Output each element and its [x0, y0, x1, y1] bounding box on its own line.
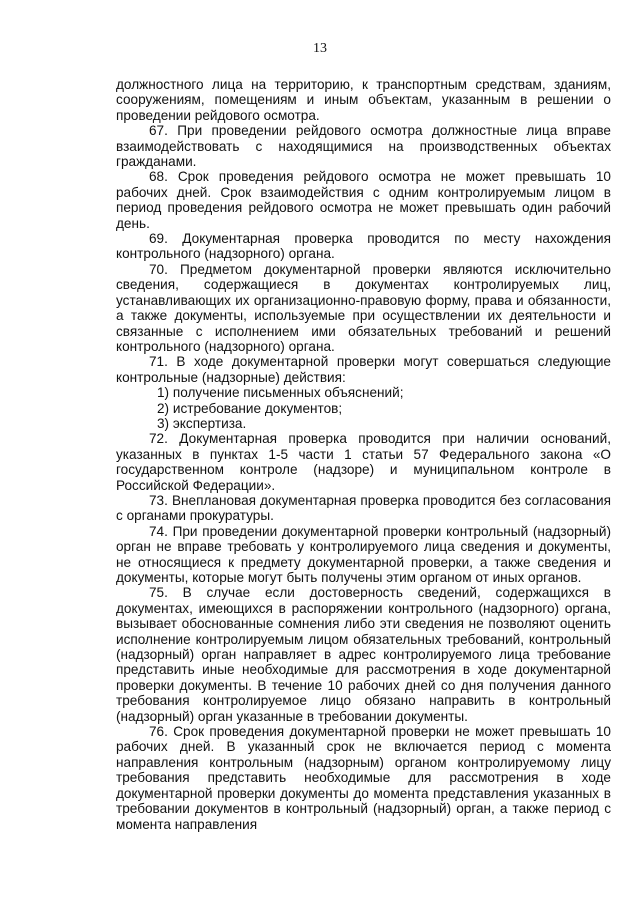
list-item-3: 3) экспертиза.	[157, 415, 247, 431]
paragraph-75: 75. В случае если достоверность сведений, содержащихся в документах, имеющихся в распоряжении контрольного (надзорного) органа, вызывает обоснованные сомнения либо эти сведения не позволяют оценить исполнение контролируемым лицом обязательных требований, контрольный (надзорный) орган направляет в адрес контролируемого лица требование представить иные необходимые для рассмотрения в ходе документарной проверки документы. В течение 10 рабочих дней со дня получения данного требования контролируемое лицо обязано направить в контрольный (надзорный) орган указанные в требовании документы.	[116, 585, 611, 724]
paragraph-74: 74. При проведении документарной проверки контрольный (надзорный) орган не вправе требовать у контролируемого лица сведения и документы, не относящиеся к предмету документарной проверки, а также сведения и документы, которые могут быть получены этим органом от иных органов.	[116, 523, 611, 585]
paragraph-76: 76. Срок проведения документарной проверки не может превышать 10 рабочих дней. В указанный срок не включается период с момента направления контрольным (надзорным) органом контролируемому лицу требования представить необходимые для рассмотрения в ходе документарной проверки документы до момента представления указанных в требовании документов в контрольный (надзорный) орган, а также период с момента направления	[116, 724, 611, 832]
paragraph-70: 70. Предметом документарной проверки являются исключительно сведения, содержащиеся в документах контролируемых лиц, устанавливающих их организационно-правовую форму, права и обязанности, а также документы, используемые при осуществлении их деятельности и связанные с исполнением ими обязательных требований и решений контрольного (надзорного) органа.	[116, 261, 611, 354]
paragraph-73: 73. Внеплановая документарная проверка проводится без согласования с органами прокуратуры.	[116, 492, 611, 524]
paragraph-67: 67. При проведении рейдового осмотра должностные лица вправе взаимодействовать с находящимися на производственных объектах гражданами.	[116, 123, 611, 170]
paragraph-71: 71. В ходе документарной проверки могут совершаться следующие контрольные (надзорные) действия:	[116, 354, 611, 385]
list-item-2: 2) истребование документов;	[157, 400, 343, 416]
paragraph-68: 68. Срок проведения рейдового осмотра не может превышать 10 рабочих дней. Срок взаимодействия с одним контролируемым лицом в период проведения рейдового осмотра не может превышать один рабочий день.	[116, 169, 611, 231]
paragraph-69: 69. Документарная проверка проводится по месту нахождения контрольного (надзорного) органа.	[116, 231, 611, 262]
paragraph-72: 72. Документарная проверка проводится при наличии оснований, указанных в пунктах 1-5 части 1 статьи 57 Федерального закона «О государственном контроле (надзоре) и муниципальном контроле в Российской Федерации».	[116, 431, 611, 493]
list-item-1: 1) получение письменных объяснений;	[157, 385, 404, 401]
paragraph-continuation: должностного лица на территорию, к транспортным средствам, зданиям, сооружениям, помещениям и иным объектам, указанным в решении о проведении рейдового осмотра.	[116, 77, 611, 123]
document-body	[116, 77, 611, 832]
page-number: 13	[313, 41, 327, 56]
